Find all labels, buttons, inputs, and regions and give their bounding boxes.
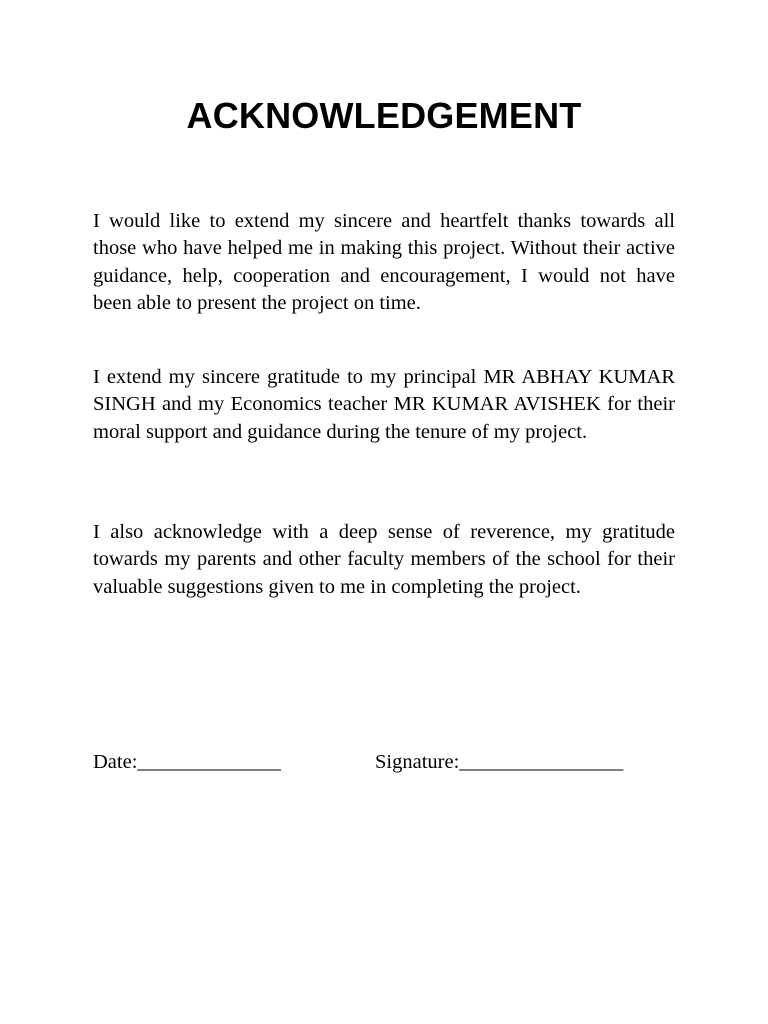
page-title: ACKNOWLEDGEMENT	[186, 95, 582, 136]
paragraph-gratitude-parents: I also acknowledge with a deep sense of reverence, my gratitude towards my parents and other faculty members of the school for their valuable suggestions given to me in completing the project.	[93, 521, 675, 598]
signature-line: Signature:________________	[375, 751, 624, 773]
date-line: Date:______________	[93, 751, 281, 773]
paragraph-thanks: I would like to extend my sincere and heartfelt thanks towards all those who have helped me in making this project. Without their active guidance, help, cooperation and encouragement, I would not have been able to present the project on time.	[93, 210, 675, 314]
paragraph-gratitude-teachers: I extend my sincere gratitude to my principal MR ABHAY KUMAR SINGH and my Economics teacher MR KUMAR AVISHEK for their moral support and guidance during the tenure of my project.	[93, 366, 675, 443]
